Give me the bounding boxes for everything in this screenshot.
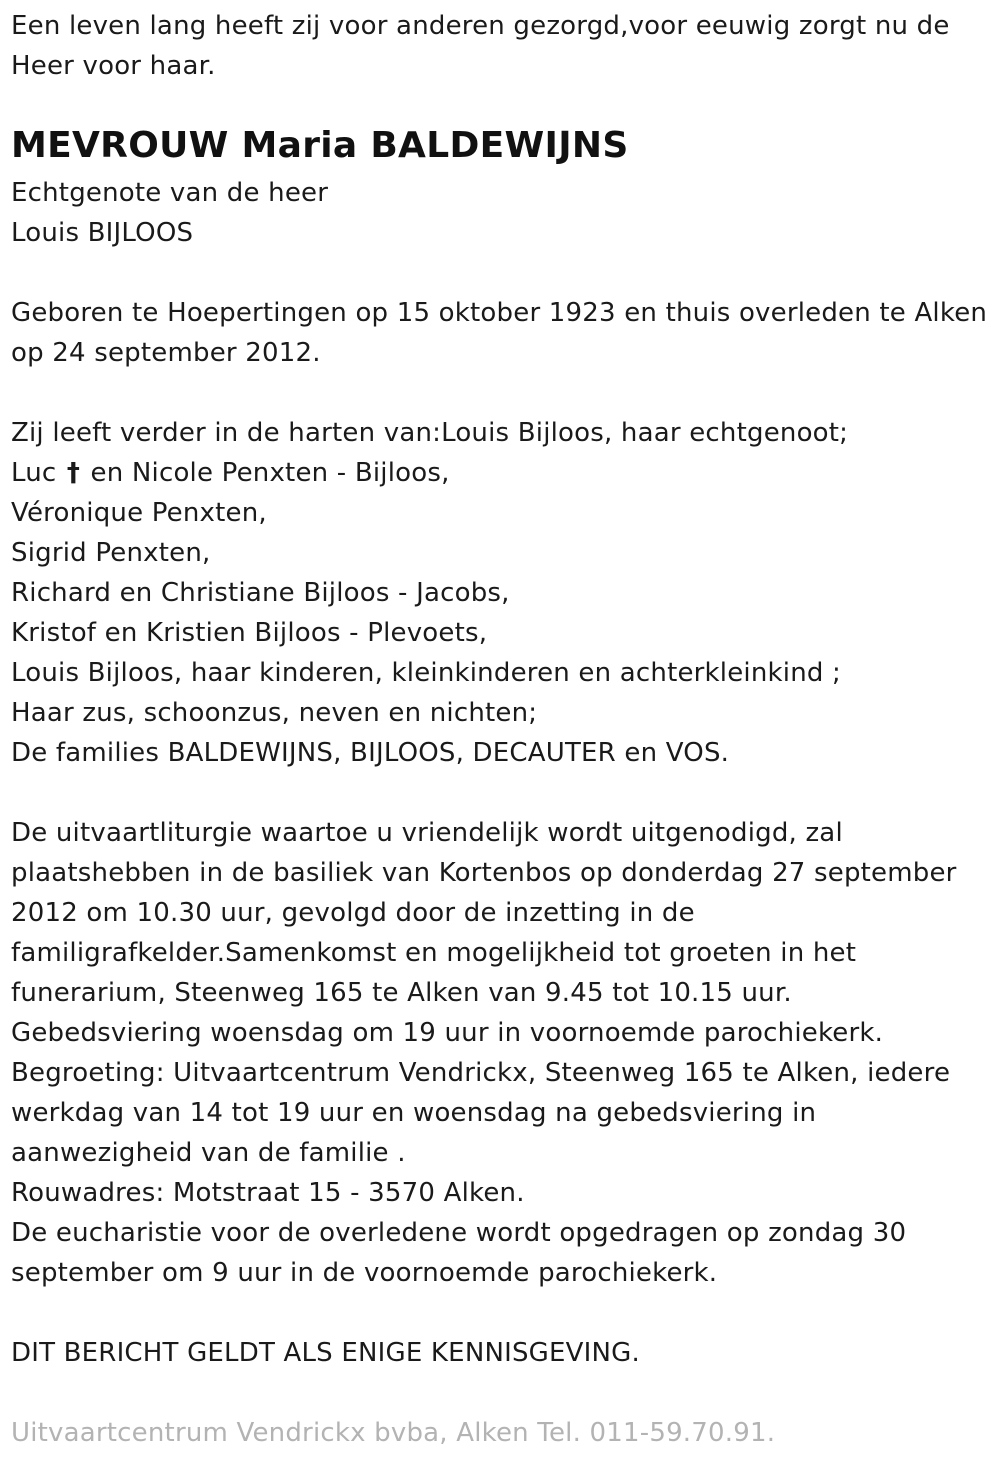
ceremony-line-4: familigrafkelder.Samenkomst en mogelijkheid tot groeten in het [11, 938, 857, 968]
family-line-5: Richard en Christiane Bijloos - Jacobs, [11, 578, 510, 608]
ceremony-line-5: funerarium, Steenweg 165 te Alken van 9.45 tot 10.15 uur. [11, 978, 792, 1008]
ceremony-line-3: 2012 om 10.30 uur, gevolgd door de inzetting in de [11, 898, 695, 928]
family-line-3: Véronique Penxten, [11, 498, 267, 528]
family-line-8: Haar zus, schoonzus, neven en nichten; [11, 698, 538, 728]
funeral-home-footer: Uitvaartcentrum Vendrickx bvba, Alken Tel. 011-59.70.91. [11, 1418, 776, 1448]
ceremony-line-12: september om 9 uur in de voornoemde parochiekerk. [11, 1258, 718, 1288]
ceremony-line-7: Begroeting: Uitvaartcentrum Vendrickx, Steenweg 165 te Alken, iedere [11, 1058, 951, 1088]
ceremony-line-2: plaatshebben in de basiliek van Kortenbos op donderdag 27 september [11, 858, 957, 888]
family-line-1: Zij leeft verder in de harten van:Louis Bijloos, haar echtgenoot; [11, 418, 849, 448]
family-line-2-name: Luc [11, 458, 57, 488]
intro-line-2: Heer voor haar. [11, 51, 216, 81]
ceremony-line-8: werkdag van 14 tot 19 uur en woensdag na gebedsviering in [11, 1098, 817, 1128]
ceremony-line-11: De eucharistie voor de overledene wordt opgedragen op zondag 30 [11, 1218, 907, 1248]
ceremony-line-9: aanwezigheid van de familie . [11, 1138, 406, 1168]
cross-icon: † [66, 458, 81, 488]
ceremony-line-6: Gebedsviering woensdag om 19 uur in voornoemde parochiekerk. [11, 1018, 884, 1048]
birth-line-2: op 24 september 2012. [11, 338, 321, 368]
deceased-name: MEVROUW Maria BALDEWIJNS [11, 125, 629, 166]
family-line-6: Kristof en Kristien Bijloos - Plevoets, [11, 618, 488, 648]
ceremony-line-10: Rouwadres: Motstraat 15 - 3570 Alken. [11, 1178, 525, 1208]
family-line-2 [11, 453, 450, 493]
notice-line: DIT BERICHT GELDT ALS ENIGE KENNISGEVING. [11, 1338, 640, 1368]
spouse-line-2: Louis BIJLOOS [11, 218, 194, 248]
family-line-4: Sigrid Penxten, [11, 538, 211, 568]
intro-line-1: Een leven lang heeft zij voor anderen gezorgd,voor eeuwig zorgt nu de [11, 11, 950, 41]
spouse-line-1: Echtgenote van de heer [11, 178, 329, 208]
ceremony-line-1: De uitvaartliturgie waartoe u vriendelijk wordt uitgenodigd, zal [11, 818, 843, 848]
family-line-2-rest: en Nicole Penxten - Bijloos, [90, 458, 450, 488]
birth-line-1: Geboren te Hoepertingen op 15 oktober 1923 en thuis overleden te Alken [11, 298, 988, 328]
family-line-7: Louis Bijloos, haar kinderen, kleinkinderen en achterkleinkind ; [11, 658, 842, 688]
family-line-9: De families BALDEWIJNS, BIJLOOS, DECAUTER en VOS. [11, 738, 730, 768]
